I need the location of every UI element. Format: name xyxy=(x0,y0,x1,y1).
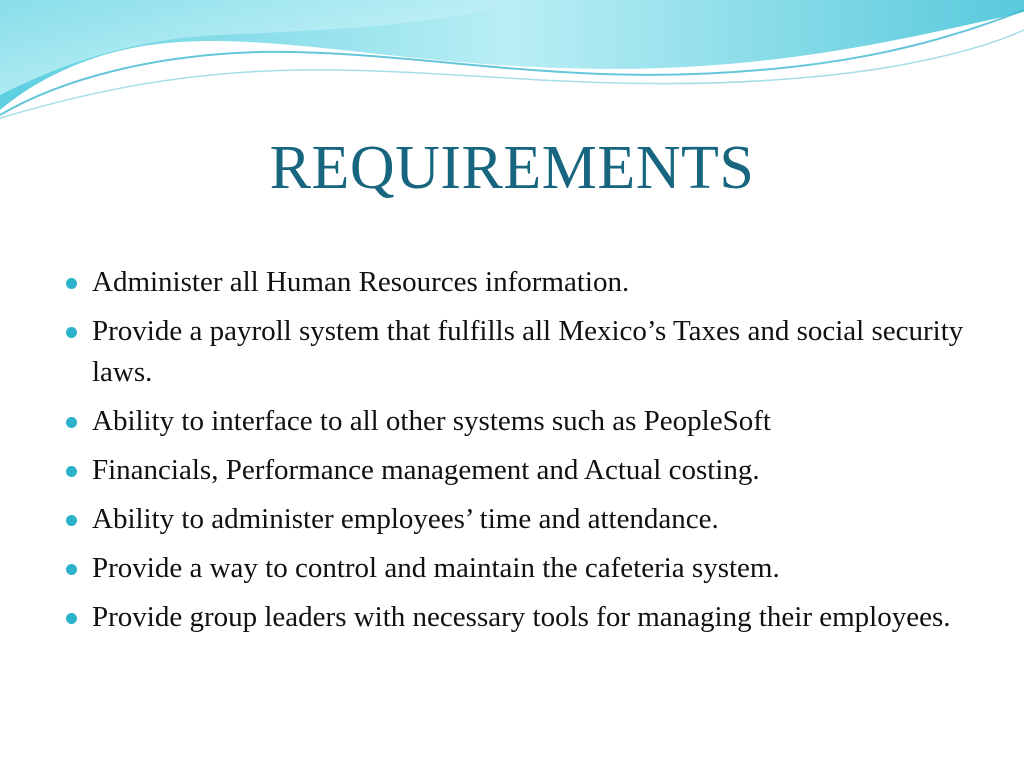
list-item-text: Financials, Performance management and Actual costing. xyxy=(92,454,760,486)
list-item xyxy=(62,401,982,442)
decorative-wave-header xyxy=(0,0,1024,120)
list-item-text: Administer all Human Resources information. xyxy=(92,266,630,298)
list-item xyxy=(62,597,982,638)
list-item xyxy=(62,499,982,540)
list-item-text: Ability to administer employees’ time and attendance. xyxy=(92,503,719,535)
bullet-icon xyxy=(66,327,77,338)
bullet-icon xyxy=(66,417,77,428)
list-item-text: Provide a payroll system that fulfills all Mexico’s Taxes and social security laws. xyxy=(92,315,964,388)
requirements-list xyxy=(62,262,982,646)
bullet-icon xyxy=(66,564,77,575)
bullet-icon xyxy=(66,278,77,289)
list-item-text: Provide group leaders with necessary tools for managing their employees. xyxy=(92,601,951,633)
bullet-icon xyxy=(66,466,77,477)
slide-title: REQUIREMENTS xyxy=(269,134,755,202)
list-item-text: Ability to interface to all other systems such as PeopleSoft xyxy=(92,405,771,437)
list-item xyxy=(62,262,982,303)
list-item xyxy=(62,311,982,393)
bullet-icon xyxy=(66,613,77,624)
list-item xyxy=(62,450,982,491)
list-item-text: Provide a way to control and maintain the cafeteria system. xyxy=(92,552,780,584)
list-item xyxy=(62,548,982,589)
bullet-icon xyxy=(66,515,77,526)
